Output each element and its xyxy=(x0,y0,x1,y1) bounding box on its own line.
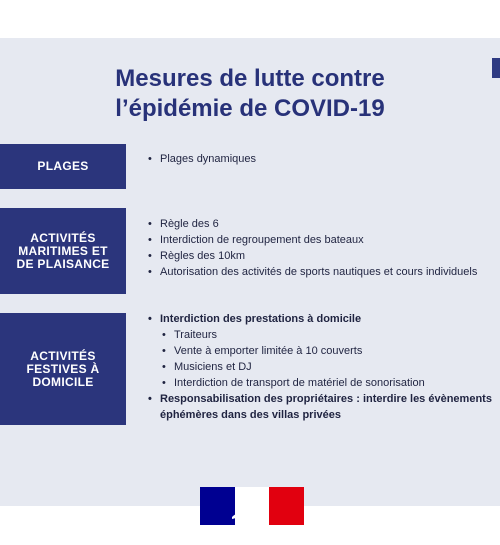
section-label-text: ACTIVITÉS MARITIMES ET DE PLAISANCE xyxy=(16,230,110,271)
slide xyxy=(0,38,500,506)
section-list-festives xyxy=(146,311,500,423)
list-item-main: • Interdiction des prestations à domicile xyxy=(146,311,500,327)
list-item: • Autorisation des activités de sports nautiques et cours individuels xyxy=(146,264,500,280)
list-item-sub: • Vente à emporter limitée à 10 couverts xyxy=(146,343,500,359)
list-item: • Règle des 6 xyxy=(146,216,500,232)
page-title xyxy=(0,64,500,124)
list-item-sub: • Traiteurs xyxy=(146,327,500,343)
section-list-plages xyxy=(146,151,500,167)
list-item-main: • Responsabilisation des propriétaires : interdire les évènements éphémères dans des villas privées xyxy=(146,391,500,423)
list-item-sub: • Interdiction de transport de matériel de sonorisation xyxy=(146,375,500,391)
list-item-sub: • Musiciens et DJ xyxy=(146,359,500,375)
section-label-text: ACTIVITÉS FESTIVES À DOMICILE xyxy=(26,348,100,389)
marianne-profile-icon xyxy=(218,489,278,523)
section-label-festives xyxy=(0,313,126,425)
section-list-maritimes xyxy=(146,216,500,280)
section-label-plages xyxy=(0,144,126,189)
section-label-maritimes xyxy=(0,208,126,294)
list-item: • Interdiction de regroupement des bateaux xyxy=(146,232,500,248)
list-item: • Règles des 10km xyxy=(146,248,500,264)
title-line-2: l’épidémie de COVID-19 xyxy=(115,95,385,122)
list-item: • Plages dynamiques xyxy=(146,151,500,167)
title-line-1: Mesures de lutte contre xyxy=(115,65,385,92)
section-label-text: PLAGES xyxy=(37,159,89,173)
marianne-logo-icon xyxy=(200,487,304,525)
